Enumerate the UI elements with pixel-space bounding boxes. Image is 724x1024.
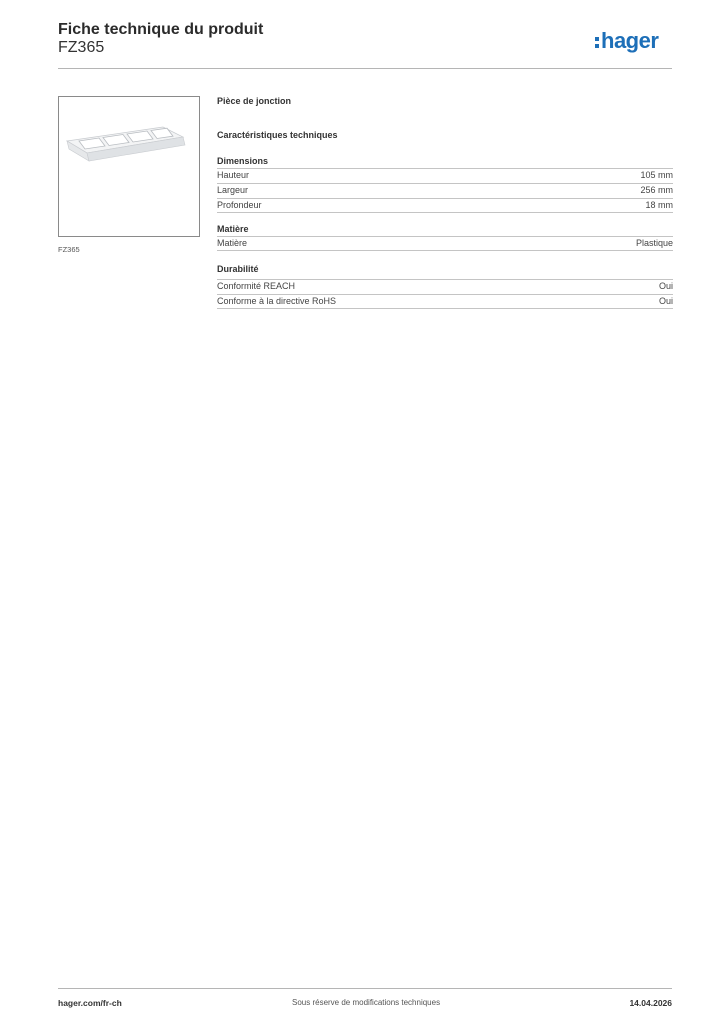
spec-group-title: Dimensions (217, 156, 269, 166)
spec-section-title: Caractéristiques techniques (217, 130, 338, 140)
spec-label: Hauteur (217, 170, 250, 180)
spec-value: Oui (658, 281, 673, 291)
hager-logo (594, 28, 674, 56)
header-divider (58, 68, 672, 69)
spec-row (217, 168, 673, 183)
product-name: Pièce de jonction (217, 96, 292, 106)
logo-text: hager (601, 28, 659, 53)
spec-row (217, 183, 673, 198)
footer-website-link[interactable]: hager.com/fr-ch (58, 998, 122, 1008)
image-caption: FZ365 (58, 245, 80, 254)
page-title: Fiche technique du produit (58, 21, 264, 38)
spec-group-title: Matière (217, 224, 249, 234)
product-reference: FZ365 (58, 39, 105, 56)
footer-date: 14.04.2026 (629, 998, 672, 1008)
spec-value: 256 mm (640, 185, 673, 195)
spec-value: 105 mm (640, 170, 673, 180)
spec-label: Matière (217, 238, 248, 248)
spec-label: Profondeur (217, 200, 262, 210)
spec-label: Conforme à la directive RoHS (217, 296, 337, 306)
spec-value: Oui (658, 296, 673, 306)
spec-row (217, 236, 673, 251)
footer-divider (58, 988, 672, 989)
footer-disclaimer: Sous réserve de modifications techniques (292, 998, 441, 1007)
spec-row (217, 198, 673, 213)
spec-group-title: Durabilité (217, 264, 259, 274)
spec-row (217, 294, 673, 309)
spec-label: Largeur (217, 185, 249, 195)
frame-product-photo-icon (59, 97, 199, 236)
spec-label: Conformité REACH (217, 281, 296, 291)
spec-value: 18 mm (645, 200, 673, 210)
spec-value: Plastique (635, 238, 673, 248)
product-image (58, 96, 200, 237)
spec-row (217, 279, 673, 294)
